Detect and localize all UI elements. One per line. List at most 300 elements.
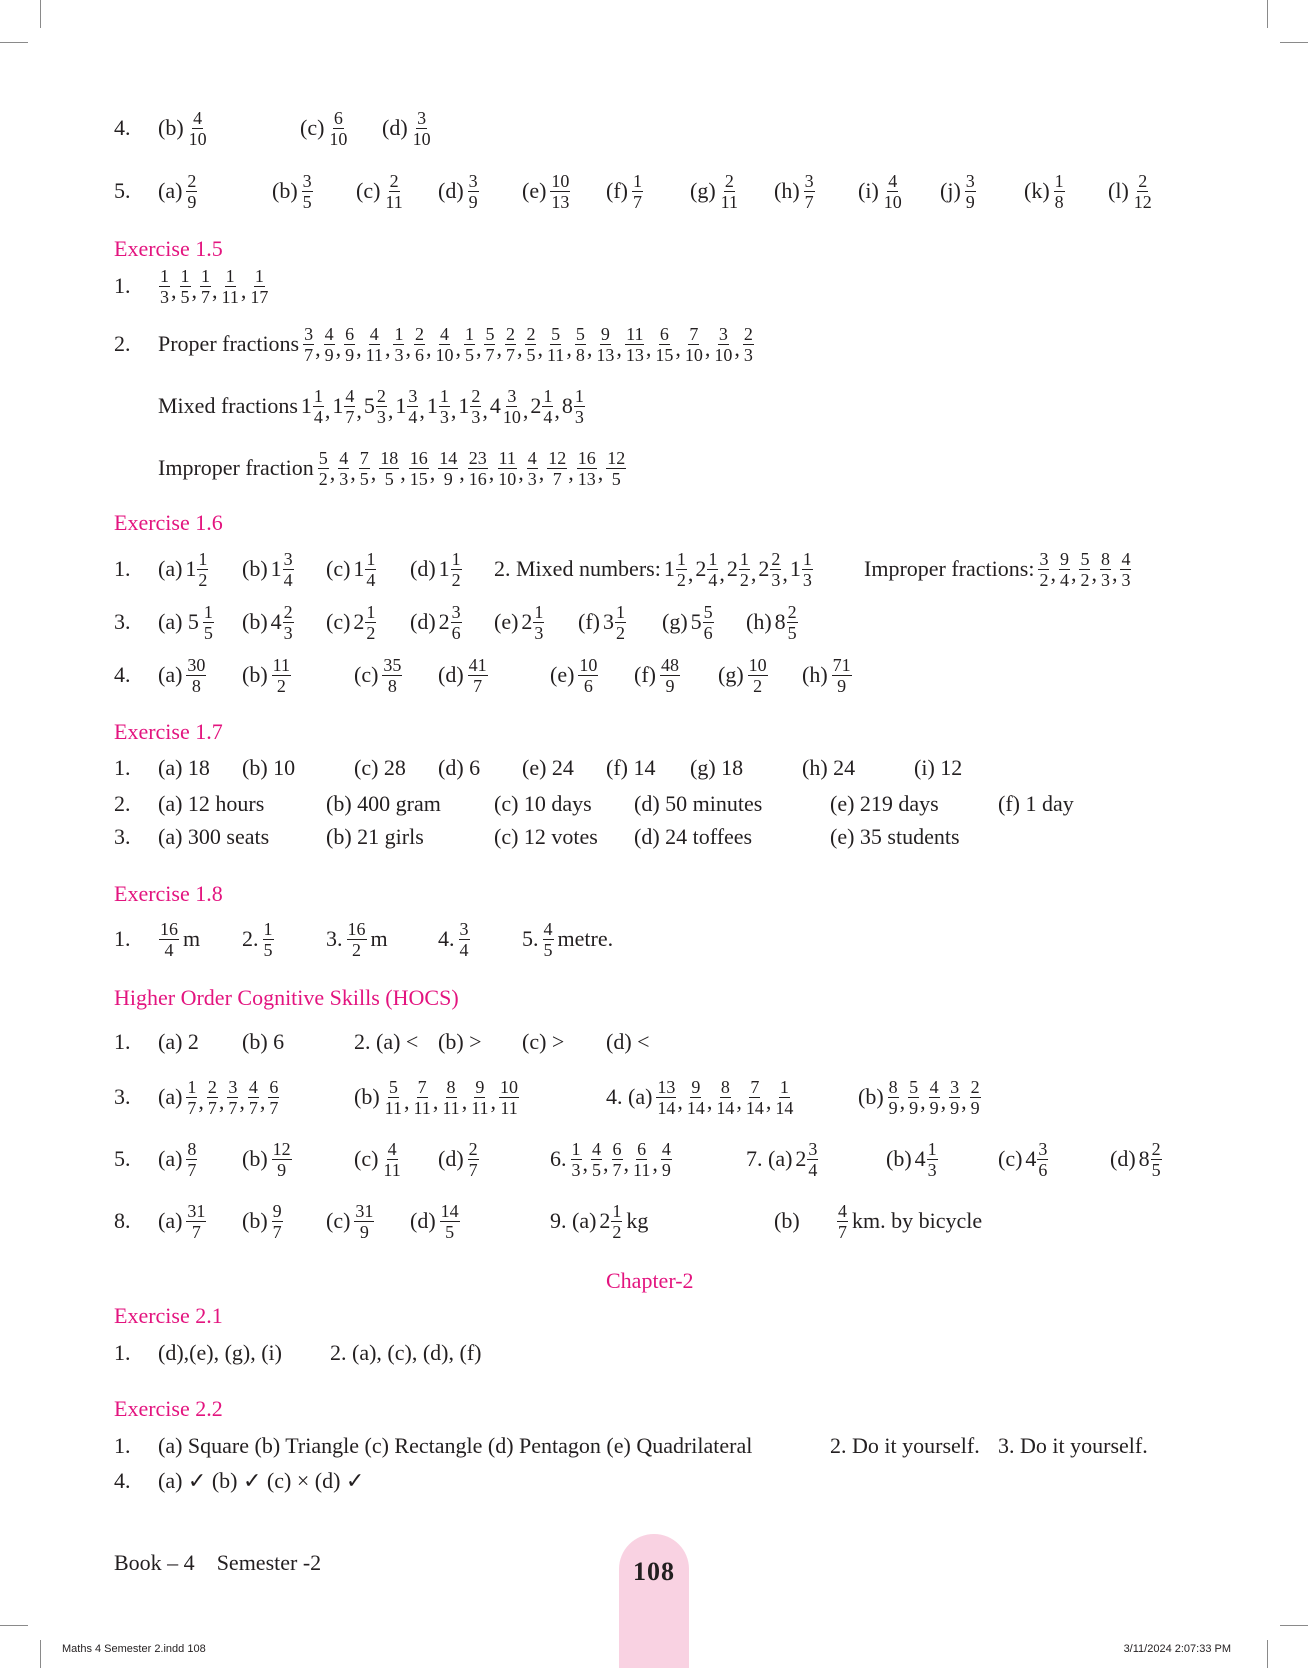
fraction [606, 449, 626, 488]
fraction [359, 449, 370, 488]
answer-item [998, 774, 1074, 834]
fraction [197, 550, 208, 589]
fraction [412, 109, 432, 148]
comma: , [425, 336, 432, 361]
answer-label: (a) [158, 1084, 183, 1109]
comma: , [597, 460, 604, 485]
answer-item [158, 592, 215, 652]
numerator: 4 [929, 1076, 939, 1097]
numerator: 1 [464, 323, 474, 344]
answer-label: (a) 2 [158, 1029, 199, 1054]
fraction [468, 1140, 479, 1179]
answer-item [550, 645, 599, 705]
answer-item [158, 314, 755, 374]
denominator: 11 [442, 1097, 460, 1118]
numerator: 10 [500, 1076, 519, 1097]
fraction [248, 1078, 259, 1117]
answer-label: (a) [158, 556, 183, 581]
denominator: 5 [384, 468, 394, 489]
answer-label: (a) 300 seats [158, 824, 270, 849]
exercise-1-8-heading: Exercise 1.8 [114, 881, 223, 906]
fraction [832, 656, 852, 695]
answer-label: 1. [114, 1029, 131, 1054]
answer-item [326, 807, 424, 867]
answer-item [114, 98, 131, 158]
comma: , [719, 561, 725, 586]
whole-number: 1 [438, 556, 450, 581]
answer-item [864, 539, 1132, 599]
numerator: 12 [548, 447, 567, 468]
answer-item [438, 1129, 480, 1189]
answer-item [494, 539, 814, 599]
denominator: 9 [187, 191, 197, 212]
answer-label: (b) [774, 1208, 800, 1233]
answer-item [438, 909, 471, 969]
answer-item [114, 645, 131, 705]
fraction [612, 1140, 623, 1179]
denominator: 3 [1121, 569, 1131, 590]
numerator: 3 [408, 385, 418, 406]
comma: , [554, 398, 560, 423]
answer-label: (f) [606, 178, 628, 203]
answer-item [998, 1416, 1148, 1476]
denominator: 10 [883, 191, 902, 212]
numerator: 3 [507, 385, 517, 406]
comma: , [475, 336, 482, 361]
fraction [470, 387, 481, 426]
answer-label: 2. [114, 791, 131, 816]
numerator: 1 [313, 385, 323, 406]
numerator: 12 [272, 1138, 291, 1159]
comma: , [522, 398, 529, 423]
numerator: 1 [225, 265, 235, 286]
answer-item [158, 98, 209, 158]
numerator: 2 [724, 170, 734, 191]
numerator: 2 [1138, 170, 1148, 191]
numerator: 7 [750, 1076, 760, 1097]
denominator: 3 [339, 468, 349, 489]
denominator: 15 [655, 344, 674, 365]
denominator: 11 [383, 1159, 401, 1180]
comma: , [940, 1089, 947, 1114]
numerator: 3 [302, 170, 312, 191]
denominator: 4 [164, 939, 174, 960]
denominator: 7 [838, 1221, 847, 1242]
numerator: 6 [612, 1138, 622, 1159]
denominator: 11 [546, 344, 565, 365]
fraction [451, 550, 462, 589]
numerator: 1 [439, 385, 449, 406]
answer-label: (d) [1110, 1146, 1136, 1171]
numerator: 5 [909, 1076, 919, 1097]
comma: , [405, 336, 411, 361]
answer-label: (c) 12 votes [494, 824, 598, 849]
answer-item [158, 909, 200, 969]
denominator: 15 [409, 468, 428, 489]
numerator: 1 [574, 385, 584, 406]
answer-label: 3. Do it yourself. [998, 1433, 1148, 1458]
numerator: 11 [498, 447, 516, 468]
numerator: 14 [439, 447, 458, 468]
answer-label: (d) [438, 662, 464, 687]
answer-label: (h) [802, 662, 828, 687]
answer-unit: m [183, 926, 201, 951]
fraction [713, 325, 733, 364]
denominator: 2 [615, 622, 625, 643]
chapter-2-heading: Chapter-2 [606, 1268, 694, 1293]
answer-label: Mixed fractions [158, 393, 298, 418]
hocs-heading: Higher Order Cognitive Skills (HOCS) [114, 985, 459, 1010]
fraction [550, 172, 570, 211]
comma: , [706, 1089, 713, 1114]
crop-mark [1280, 1625, 1308, 1626]
answer-item [410, 592, 463, 652]
denominator: 5 [445, 1221, 455, 1242]
fraction [703, 603, 714, 642]
fraction [434, 325, 454, 364]
fraction [542, 387, 553, 426]
answer-label: (h) 24 [802, 755, 856, 780]
comma: , [603, 1151, 609, 1176]
comma: , [419, 398, 425, 423]
denominator: 12 [1133, 191, 1152, 212]
denominator: 8 [191, 675, 201, 696]
answer-item [606, 1012, 650, 1072]
answer-label: 5. [114, 178, 131, 203]
denominator: 9 [345, 344, 355, 365]
whole-number: 1 [426, 393, 438, 418]
numerator: 1 [708, 548, 718, 569]
fraction [965, 172, 976, 211]
answer-item [438, 738, 480, 798]
fraction [787, 603, 798, 642]
comma: , [356, 336, 362, 361]
denominator: 4 [283, 569, 293, 590]
comma: , [538, 460, 545, 485]
numerator: 8 [446, 1076, 456, 1097]
denominator: 5 [611, 468, 621, 489]
numerator: 1 [779, 1076, 789, 1097]
comma: , [329, 460, 336, 485]
answer-label: (d) 6 [438, 755, 481, 780]
denominator: 2 [276, 675, 286, 696]
denominator: 3 [574, 406, 584, 427]
crop-mark [1267, 0, 1268, 28]
answer-label: (a) [158, 1146, 183, 1171]
whole-number: 5 [690, 609, 702, 634]
answer-item [1108, 161, 1154, 221]
numerator: 10 [551, 170, 570, 191]
answer-label: (i) [858, 178, 879, 203]
answer-item [242, 645, 292, 705]
fraction [1079, 550, 1090, 589]
denominator: 3 [571, 1159, 581, 1180]
answer-label: 4. [114, 1468, 131, 1493]
denominator: 3 [394, 344, 404, 365]
fraction [1037, 1140, 1048, 1179]
numerator: 4 [888, 170, 898, 191]
fraction [595, 325, 615, 364]
fraction [186, 656, 206, 695]
answer-label: (h) [746, 609, 772, 634]
numerator: 4 [592, 1138, 601, 1159]
answer-label: (d) [438, 178, 464, 203]
numerator: 7 [689, 323, 699, 344]
answer-item [242, 1012, 284, 1072]
fraction [927, 1140, 938, 1179]
fraction [484, 325, 495, 364]
denominator: 2 [612, 1221, 622, 1242]
numerator: 16 [577, 447, 596, 468]
fraction [249, 267, 269, 306]
numerator: 31 [187, 1200, 206, 1221]
denominator: 3 [283, 622, 293, 643]
answer-label: (b) 10 [242, 755, 296, 780]
numerator: 1 [739, 548, 749, 569]
numerator: 3 [965, 170, 975, 191]
numerator: 4 [527, 447, 537, 468]
answer-label: (d) < [606, 1029, 650, 1054]
answer-label: 3. [114, 824, 131, 849]
numerator: 2 [283, 601, 293, 622]
answer-label: (b) [242, 1208, 268, 1233]
comma: , [455, 336, 461, 361]
answer-label: Improper fractions: [864, 556, 1035, 581]
fraction [533, 603, 544, 642]
answer-label: 4. (a) [606, 1084, 653, 1109]
answer-label: (a) [158, 1208, 183, 1233]
denominator: 7 [505, 344, 515, 365]
answer-label: 3. [326, 926, 343, 951]
numerator: 4 [248, 1076, 258, 1097]
fraction [807, 1140, 818, 1179]
numerator: 9 [272, 1200, 282, 1221]
answer-item [158, 1323, 282, 1383]
answer-label: (c) [354, 1146, 379, 1171]
fraction [774, 1078, 794, 1117]
answer-label: (a) [158, 662, 183, 687]
denominator: 7 [473, 675, 483, 696]
numerator: 16 [409, 447, 428, 468]
numerator: 1 [543, 385, 553, 406]
fraction [743, 325, 754, 364]
denominator: 2 [676, 569, 686, 590]
numerator: 11 [626, 323, 644, 344]
answer-label: (b) [242, 609, 268, 634]
fraction [543, 920, 554, 959]
fraction [632, 172, 643, 211]
answer-item [114, 256, 131, 316]
numerator: 8 [187, 1138, 197, 1159]
numerator: 9 [600, 323, 610, 344]
numerator: 3 [1038, 1138, 1048, 1159]
denominator: 13 [625, 344, 644, 365]
answer-item [114, 1067, 131, 1127]
crop-mark [1280, 42, 1308, 43]
comma: , [350, 460, 356, 485]
answer-item [114, 539, 131, 599]
denominator: 7 [248, 1097, 258, 1118]
numerator: 4 [193, 107, 203, 128]
answer-label: (d) [438, 1146, 464, 1171]
numerator: 10 [748, 654, 767, 675]
whole-number: 5 [363, 393, 375, 418]
slug-file: Maths 4 Semester 2.indd 108 [62, 1643, 206, 1655]
answer-item [158, 1451, 364, 1511]
answer-item [114, 592, 131, 652]
answer-item [746, 1129, 819, 1189]
numerator: 1 [254, 265, 264, 286]
comma: , [212, 278, 218, 303]
fraction [505, 325, 516, 364]
fraction [344, 387, 355, 426]
answer-label: (c) [326, 556, 351, 581]
denominator: 7 [304, 344, 314, 365]
fraction [384, 172, 403, 211]
fraction [468, 656, 488, 695]
denominator: 5 [592, 1159, 601, 1180]
numerator: 10 [579, 654, 598, 675]
answer-item [802, 645, 853, 705]
whole-number: 1 [395, 393, 407, 418]
numerator: 6 [269, 1076, 279, 1097]
answer-label: (f) 14 [606, 755, 656, 780]
comma: , [568, 460, 574, 485]
answer-label: (b) [158, 115, 184, 140]
answer-item [634, 807, 752, 867]
answer-label: 4. [114, 662, 131, 687]
denominator: 10 [329, 128, 348, 149]
fraction [324, 325, 335, 364]
answer-label: 9. (a) [550, 1208, 597, 1233]
answer-label: Improper fraction [158, 455, 314, 480]
fraction [227, 1078, 238, 1117]
numerator: 5 [485, 323, 495, 344]
comma: , [384, 336, 391, 361]
numerator: 3 [468, 170, 478, 191]
comma: , [961, 1089, 967, 1114]
numerator: 3 [451, 601, 461, 622]
answer-item [886, 1129, 939, 1189]
denominator: 3 [771, 569, 781, 590]
denominator: 14 [745, 1097, 764, 1118]
answer-label: (e) [494, 609, 519, 634]
answer-item [242, 539, 295, 599]
denominator: 11 [500, 1097, 518, 1118]
numerator: 48 [660, 654, 679, 675]
whole-number: 2 [530, 393, 542, 418]
comma: , [315, 336, 321, 361]
denominator: 3 [527, 468, 537, 489]
denominator: 7 [228, 1097, 238, 1118]
fraction [625, 325, 645, 364]
answer-item [114, 1451, 131, 1511]
numerator: 1 [263, 918, 273, 939]
denominator: 10 [684, 344, 703, 365]
answer-item [438, 1012, 482, 1072]
answer-item [158, 539, 209, 599]
answer-item [690, 161, 740, 221]
fraction [159, 920, 179, 959]
answer-label: 6. [550, 1146, 567, 1171]
fraction [527, 449, 538, 488]
fraction [676, 550, 687, 589]
answer-label: (h) [774, 178, 800, 203]
numerator: 11 [272, 654, 290, 675]
answer-label: (i) 12 [914, 755, 963, 780]
answer-label: 1. [114, 273, 131, 298]
fraction [221, 267, 240, 306]
answer-item [354, 645, 403, 705]
fraction [414, 325, 425, 364]
denominator: 3 [439, 406, 449, 427]
denominator: 13 [596, 344, 615, 365]
denominator: 7 [269, 1097, 279, 1118]
crop-mark [40, 1640, 41, 1668]
answer-item [858, 1067, 982, 1127]
fraction [1120, 550, 1131, 589]
denominator: 11 [413, 1097, 431, 1118]
numerator: 5 [388, 1076, 398, 1097]
denominator: 10 [498, 468, 517, 489]
numerator: 1 [394, 323, 404, 344]
denominator: 4 [366, 569, 376, 590]
comma: , [652, 1151, 658, 1176]
comma: , [482, 398, 488, 423]
numerator: 3 [417, 107, 427, 128]
numerator: 4 [543, 918, 553, 939]
fraction [272, 656, 291, 695]
fraction [574, 387, 585, 426]
denominator: 7 [201, 286, 210, 307]
whole-number: 1 [300, 393, 312, 418]
answer-item [830, 1416, 980, 1476]
answer-item [114, 161, 131, 221]
fraction [354, 1202, 374, 1241]
comma: , [198, 1089, 204, 1114]
numerator: 2 [471, 385, 481, 406]
comma: , [171, 278, 177, 303]
fraction [303, 325, 314, 364]
fraction [468, 449, 488, 488]
fraction [313, 387, 324, 426]
fraction [970, 1078, 981, 1117]
denominator: 10 [502, 406, 521, 427]
denominator: 2 [352, 939, 361, 960]
answer-label: Proper fractions [158, 331, 300, 356]
answer-item [242, 909, 275, 969]
denominator: 6 [414, 344, 424, 365]
denominator: 5 [787, 622, 797, 643]
answer-item [158, 161, 198, 221]
answer-item [494, 807, 598, 867]
numerator: 30 [187, 654, 206, 675]
answer-unit: metre. [557, 926, 614, 951]
numerator: 1 [203, 601, 213, 622]
answer-label: 3. [114, 1084, 131, 1109]
answer-item [114, 909, 131, 969]
numerator: 4 [838, 1200, 847, 1221]
denominator: 9 [965, 191, 975, 212]
answer-label: (c) > [522, 1029, 565, 1054]
denominator: 9 [888, 1097, 898, 1118]
whole-number: 1 [332, 393, 344, 418]
answer-item [326, 592, 377, 652]
numerator: 2 [505, 323, 515, 344]
denominator: 4 [708, 569, 718, 590]
denominator: 2 [739, 569, 749, 590]
answer-item [114, 314, 131, 374]
